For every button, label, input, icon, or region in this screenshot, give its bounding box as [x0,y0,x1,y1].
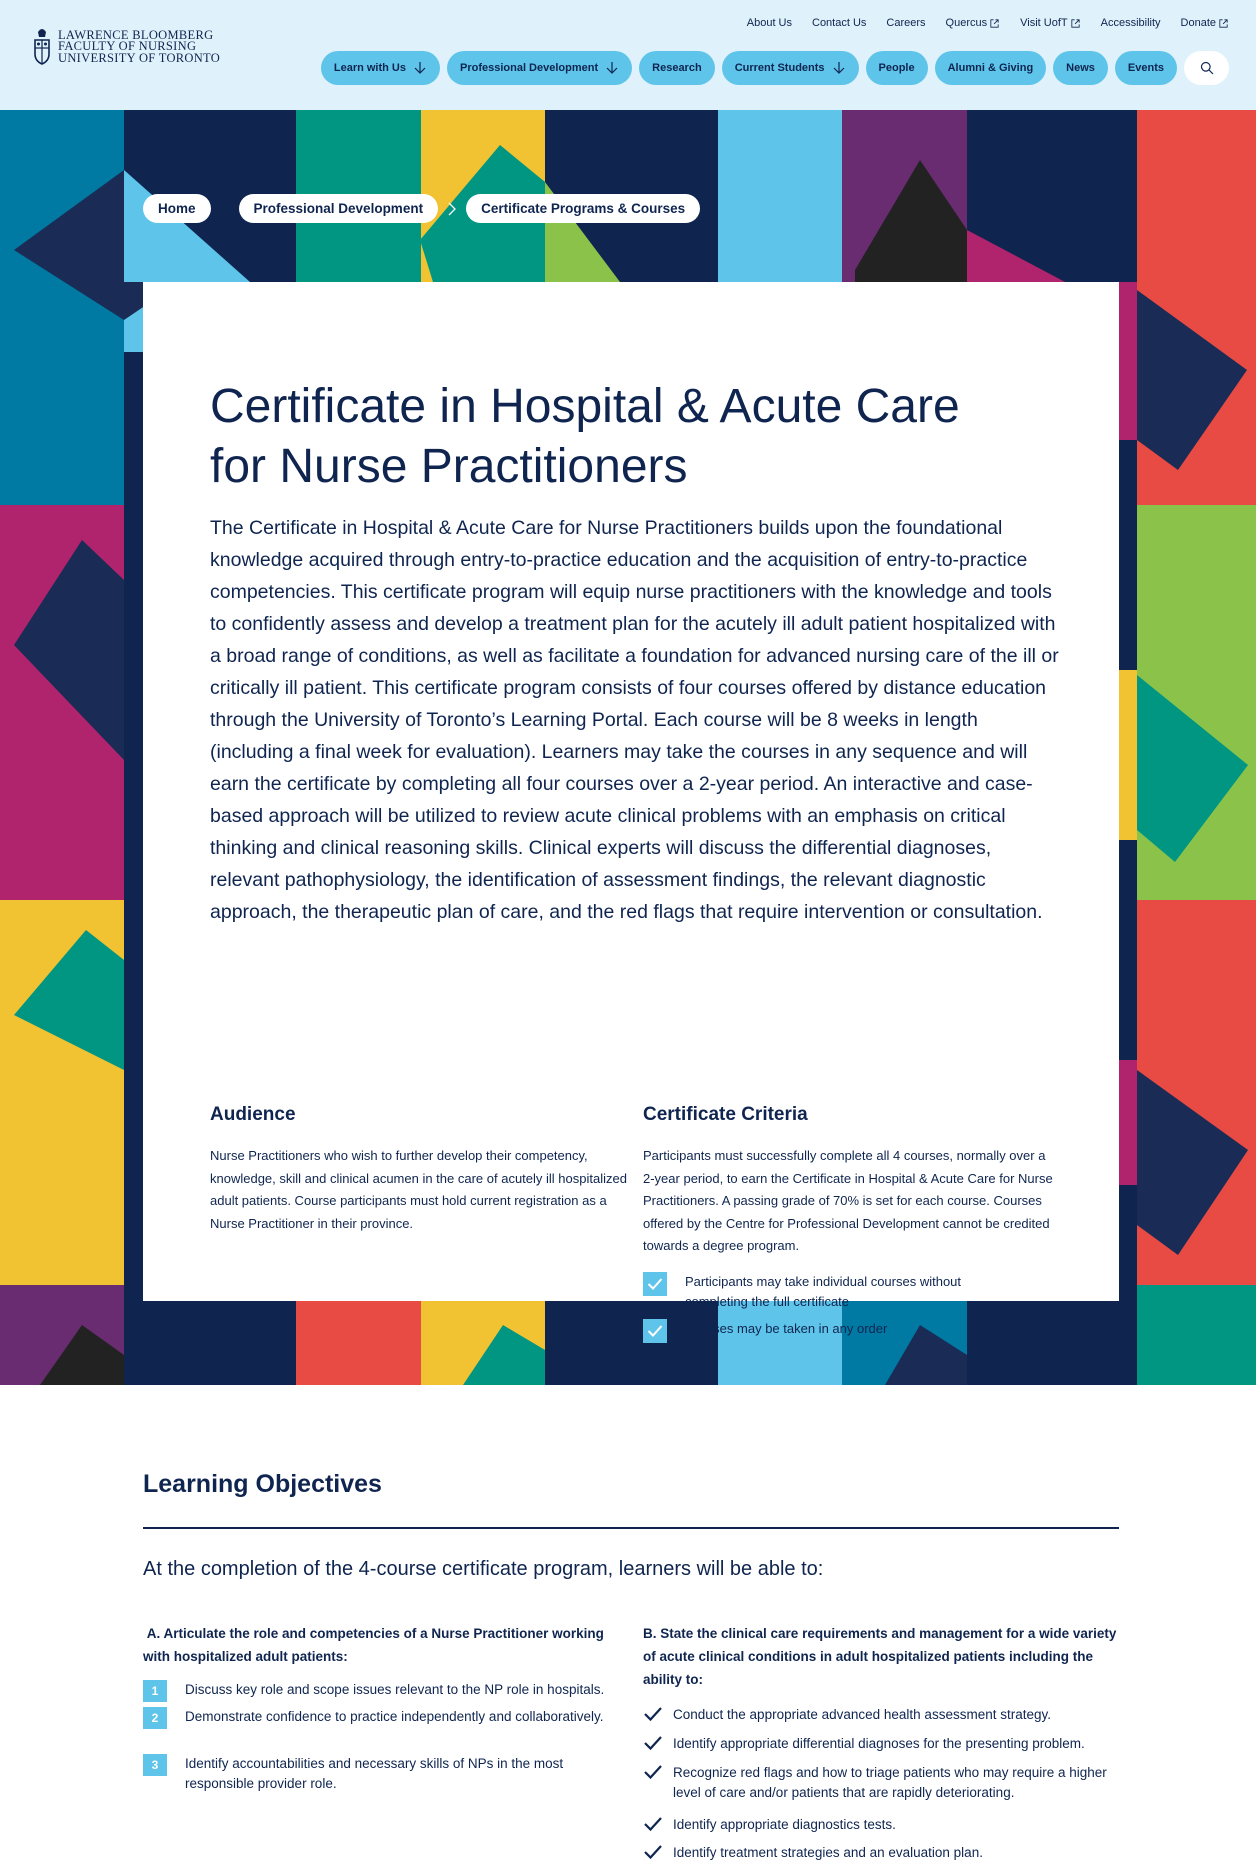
breadcrumb [143,194,700,223]
item-number: 2 [143,1707,167,1729]
checkmark-icon [643,1319,667,1343]
utility-link-about[interactable] [747,17,792,29]
university-crest-icon [32,24,52,70]
checkmark-icon [643,1705,663,1723]
logo-line: UNIVERSITY OF TORONTO [58,50,221,65]
logo-line: FACULTY OF NURSING [58,39,197,54]
arrow-down-icon [832,61,846,75]
program-card [143,282,1119,1336]
nav-label: News [1066,62,1095,74]
criteria-text: Participants must successfully complete all 4 courses, normally over a 2-year period, to earn the Certificate in Hospital & Acute Care for Nurse Practitioners. A passing grade of 70% is set for each course. Courses offered by the Centre for Professional Development cannot be credited towards a degree program. [643,1148,1053,1253]
search-icon [1200,61,1214,75]
nav-research[interactable] [639,51,715,85]
utility-link-contact[interactable] [812,17,866,29]
nav-alumni-giving[interactable] [935,51,1047,85]
arrow-down-icon [605,61,619,75]
objective-a-item [143,1707,623,1729]
nav-label: Professional Development [459,62,599,74]
utility-link-quercus[interactable] [946,17,1001,29]
logo-line: LAWRENCE BLOOMBERG [58,27,214,42]
external-link-icon [1218,18,1229,29]
item-number: 1 [143,1680,167,1702]
objective-group-b-heading: B. State the clinical care requirements and management for a wide variety of acute clinical conditions in adult hospitalized patients including the ability to: [643,1626,1117,1687]
program-intro: The Certificate in Hospital & Acute Care for Nurse Practitioners builds upon the foundational knowledge acquired through entry-to-practice education and the acquisition of entry-to-practice competencies. This certificate program will equip nurse practitioners with the knowledge and tools to confidently assess and develop a treatment plan for the acutely ill adult patient hospitalized with a broad range of conditions, as well as facilitate a foundation for advanced nursing care of the ill or critically ill patient. This certificate program consists of four courses offered by distance education through the University of Toronto’s Learning Portal. Each course will be 8 weeks in length (including a final week for evaluation). Learners may take the courses in any sequence and will earn the certificate by completing all four courses over a 2-year period. An interactive and case-based approach will be utilized to review acute clinical problems with an emphasis on critical thinking and clinical reasoning skills. Clinical experts will discuss the differential diagnoses, relevant pathophysiology, the identification of assessment findings, the relevant diagnostic approach, the therapeutic plan of care, and the red flags that require intervention or consultation. [210,517,1059,923]
utility-link-label: Careers [886,17,926,29]
item-number: 3 [143,1754,167,1776]
utility-link-label: About Us [746,17,792,29]
audience-heading: Audience [210,1104,296,1125]
nav-label: Research [652,62,702,74]
utility-link-accessibility[interactable] [1101,17,1161,29]
external-link-icon [1070,18,1081,29]
criteria-check-text: Participants may take individual courses without completing the full certificate [685,1274,962,1309]
audience-text: Nurse Practitioners who wish to further develop their competency, knowledge, skill and clinical acumen in the care of acutely ill hospitalized adult patients. Course participants must hold current registration as a Nurse Practitioner in their province. [210,1148,627,1231]
utility-link-label: Donate [1180,17,1216,29]
utility-link-careers[interactable] [886,17,925,29]
objective-a-item [143,1680,623,1702]
nav-professional-development[interactable] [447,51,632,85]
utility-link-label: Contact Us [812,17,867,29]
nav-events[interactable] [1115,51,1177,85]
criteria-check-item [643,1272,1023,1312]
nav-label: Learn with Us [333,62,406,74]
criteria-check-text: Courses may be taken in any order [685,1321,888,1336]
learning-objectives-heading: Learning Objectives [143,1470,382,1498]
faculty-logo[interactable] [32,24,220,70]
objective-b-item [643,1734,1123,1754]
chevron-right-icon [438,194,466,223]
nav-current-students[interactable] [722,51,859,85]
checkmark-icon [643,1815,663,1833]
objective-b-item [643,1763,1123,1803]
objective-b-item [643,1843,1123,1861]
arrow-down-icon [413,61,427,75]
objective-text: Discuss key role and scope issues relevant to the NP role in hospitals. [185,1682,605,1697]
checkmark-icon [643,1763,663,1781]
title-line: for Nurse Practitioners [210,440,688,493]
utility-nav [747,17,1229,29]
nav-learn-with-us[interactable] [321,51,440,85]
main-nav [321,51,1229,85]
objective-text: Identify treatment strategies and an evaluation plan. [673,1845,983,1860]
site-header [0,0,1256,110]
learning-objectives-intro: At the completion of the 4-course certificate program, learners will be able to: [143,1558,824,1580]
objective-text: Conduct the appropriate advanced health assessment strategy. [673,1707,1051,1722]
nav-label: Alumni & Giving [947,62,1034,74]
nav-label: Current Students [734,62,825,74]
nav-people[interactable] [866,51,928,85]
criteria-heading: Certificate Criteria [643,1104,808,1125]
objective-text: Recognize red flags and how to triage patients who may require a higher level of care and/or patients that are rapidly deteriorating. [673,1765,1107,1800]
utility-link-visit-uoft[interactable] [1020,17,1080,29]
objective-text: Identify accountabilities and necessary skills of NPs in the most responsible provider role. [185,1756,564,1791]
utility-link-label: Visit UofT [1020,17,1068,29]
nav-label: People [878,62,915,74]
utility-link-donate[interactable] [1181,17,1229,29]
hero-section [0,110,1256,1385]
objective-b-item [643,1815,1123,1835]
objective-group-a-heading: A. Articulate the role and competencies of a Nurse Practitioner working with hospitalized adult patients: [143,1626,608,1664]
search-button[interactable] [1184,51,1229,85]
checkmark-icon [643,1272,667,1296]
objective-text: Identify appropriate differential diagnoses for the presenting problem. [673,1736,1085,1751]
title-line: Certificate in Hospital & Acute Care [210,380,960,433]
objective-a-item [143,1754,623,1794]
breadcrumb-certificate-programs[interactable]: Certificate Programs & Courses [466,194,700,223]
breadcrumb-professional-development[interactable]: Professional Development [239,194,439,223]
objective-b-item [643,1705,1123,1725]
checkmark-icon [643,1734,663,1752]
criteria-check-item [643,1319,1023,1343]
breadcrumb-home[interactable]: Home [143,194,211,223]
section-divider [143,1527,1119,1529]
objective-text: Identify appropriate diagnostics tests. [673,1817,896,1832]
utility-link-label: Accessibility [1100,17,1161,29]
checkmark-icon [643,1843,663,1861]
nav-label: Events [1127,62,1164,74]
utility-link-label: Quercus [945,17,988,29]
page-title [210,377,1030,497]
nav-news[interactable] [1053,51,1108,85]
objective-text: Demonstrate confidence to practice independently and collaboratively. [185,1709,604,1724]
external-link-icon [989,18,1000,29]
